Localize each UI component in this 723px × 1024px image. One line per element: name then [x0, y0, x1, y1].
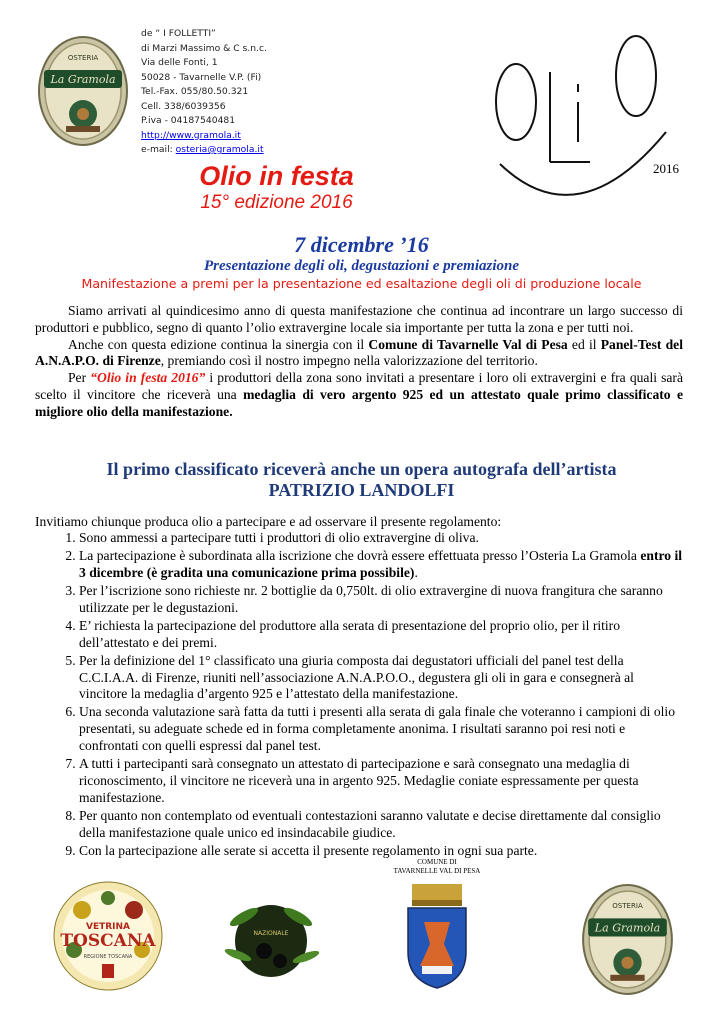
logo-text-main: La Gramola: [50, 73, 116, 86]
event-date: 7 dicembre ’16: [294, 232, 429, 257]
rule-item: 9. Con la partecipazione alle serate si accetta il presente regolamento in ogni sua parte.: [79, 843, 683, 860]
comune-line1: COMUNE DI: [417, 858, 457, 866]
intro-paragraph-3: Per “Olio in festa 2016” i produttori della zona sono invitati a presentare i loro oli extravergini e fra quali sarà scelto il vincitore che riceverà una medaglia di vero argento 925 ed un attestato quale primo classificato e migliore olio della manifestazione.: [35, 370, 683, 419]
rule-item: 1. Sono ammessi a partecipare tutti i produttori di olio extravergine di oliva.: [79, 530, 683, 547]
rule-item: 4. E’ richiesta la partecipazione del produttore alla serata di presentazione del proprio olio, per il ritiro dell’attestato e dei premi.: [79, 618, 683, 652]
intro-section: [35, 303, 683, 421]
footer-logo-text-top: OSTERIA: [612, 901, 643, 911]
event-title: Olio in festa: [199, 161, 354, 191]
artist-name: PATRIZIO LANDOLFI: [268, 480, 455, 500]
tavarnelle-coat-of-arms: [398, 882, 476, 992]
address-line: Tel.-Fax. 055/80.50.321: [141, 86, 249, 97]
footer-logo-text-main: La Gramola: [594, 921, 661, 935]
address-line: Via delle Fonti, 1: [141, 57, 218, 68]
address-line: de “ I FOLLETTI”: [141, 28, 216, 39]
rule-item: 6. Una seconda valutazione sarà fatta da tutti i presenti alla serata di gala finale che voteranno i campioni di olio presentati, su adeguate schede ed in forma completamente anonima. I risultati saranno poi resi noti e confrontati con quelli espressi dal panel test.: [79, 704, 683, 754]
artist-highlight: [0, 459, 723, 501]
email-link[interactable]: osteria@gramola.it: [175, 144, 264, 155]
nazionale-text: NAZIONALE: [253, 930, 289, 937]
email-label: e-mail:: [141, 144, 176, 155]
event-edition: 15° edizione 2016: [200, 192, 353, 213]
rule-item: 8. Per quanto non contemplato od eventuali contestazioni saranno valutate e decise direttamente dal consiglio della manifestazione quale unico ed insindacabile giudice.: [79, 808, 683, 842]
osteria-la-gramola-logo-footer: [580, 882, 676, 998]
comune-label: [392, 858, 482, 876]
rule-item: 2. La partecipazione è subordinata alla iscrizione che dovrà essere effettuata presso l’Osteria La Gramola entro il 3 dicembre (è gradita una comunicazione prima possibile).: [79, 548, 683, 582]
address-line: 50028 - Tavarnelle V.P. (Fi): [141, 71, 262, 83]
rule-item: 5. Per la definizione del 1° classificato una giuria composta dai degustatori ufficiali del panel test della C.C.I.A.A. di Firenze, riuniti nell’associazione A.N.A.P.O.O., degustera gli oli in gara e consegnerà al vincitore la medaglia d’argento 925 e l’attestato della manifestazione.: [79, 653, 683, 703]
artist-highlight-line1: Il primo classificato riceverà anche un opera autografa dell’artista: [106, 459, 617, 479]
year-label: 2016: [653, 161, 679, 176]
logo-text-top: OSTERIA: [67, 54, 99, 62]
vetrina-top-text: VETRINA: [85, 922, 131, 932]
vetrina-toscana-logo: [52, 880, 164, 992]
osteria-la-gramola-logo: [36, 34, 131, 149]
olive-branch-logo: [218, 895, 324, 987]
intro-paragraph-2: Anche con questa edizione continua la sinergia con il Comune di Tavarnelle Val di Pesa ed il Panel-Test del A.N.A.P.O. di Firenze, premiando così il nostro impegno nella valorizzazione del territorio.: [35, 336, 683, 369]
rule-item: 7. A tutti i partecipanti sarà consegnato un attestato di partecipazione e sarà consegnato una medaglia di riconoscimento, il vincitore ne riceverà una in argento 925. Medaglie coniate espressamente per questa manifestazione.: [79, 756, 683, 806]
rules-list: [35, 530, 683, 861]
address-line: di Marzi Massimo & C s.n.c.: [141, 42, 267, 54]
website-link[interactable]: http://www.gramola.it: [141, 129, 241, 141]
comune-line2: TAVARNELLE VAL DI PESA: [393, 867, 481, 875]
event-tagline: Manifestazione a premi per la presentazione ed esaltazione degli oli di produzione locale: [81, 276, 642, 291]
address-block: [141, 27, 267, 158]
vetrina-sub-text: REGIONE TOSCANA: [83, 954, 133, 960]
rules-intro: Invitiamo chiunque produca olio a partecipare e ad osservare il presente regolamento:: [35, 514, 502, 529]
intro-paragraph-1: Siamo arrivati al quindicesimo anno di questa manifestazione che continua ad incontrare un largo successo di produttori e pubblico, segno di quanto l’olio extravergine locale sia importante per tutta la zona e per tutti noi.: [35, 303, 683, 335]
vetrina-main-text: TOSCANA: [60, 931, 156, 951]
address-line: P.iva - 04187540481: [141, 115, 236, 126]
rule-item: 3. Per l’iscrizione sono richieste nr. 2 bottiglie da 0,750lt. di olio extravergine di nuova frangitura che saranno utilizzate per le degustazioni.: [79, 583, 683, 617]
event-subtitle: Presentazione degli oli, degustazioni e premiazione: [203, 258, 519, 274]
address-line: Cell. 338/6039356: [141, 100, 226, 112]
